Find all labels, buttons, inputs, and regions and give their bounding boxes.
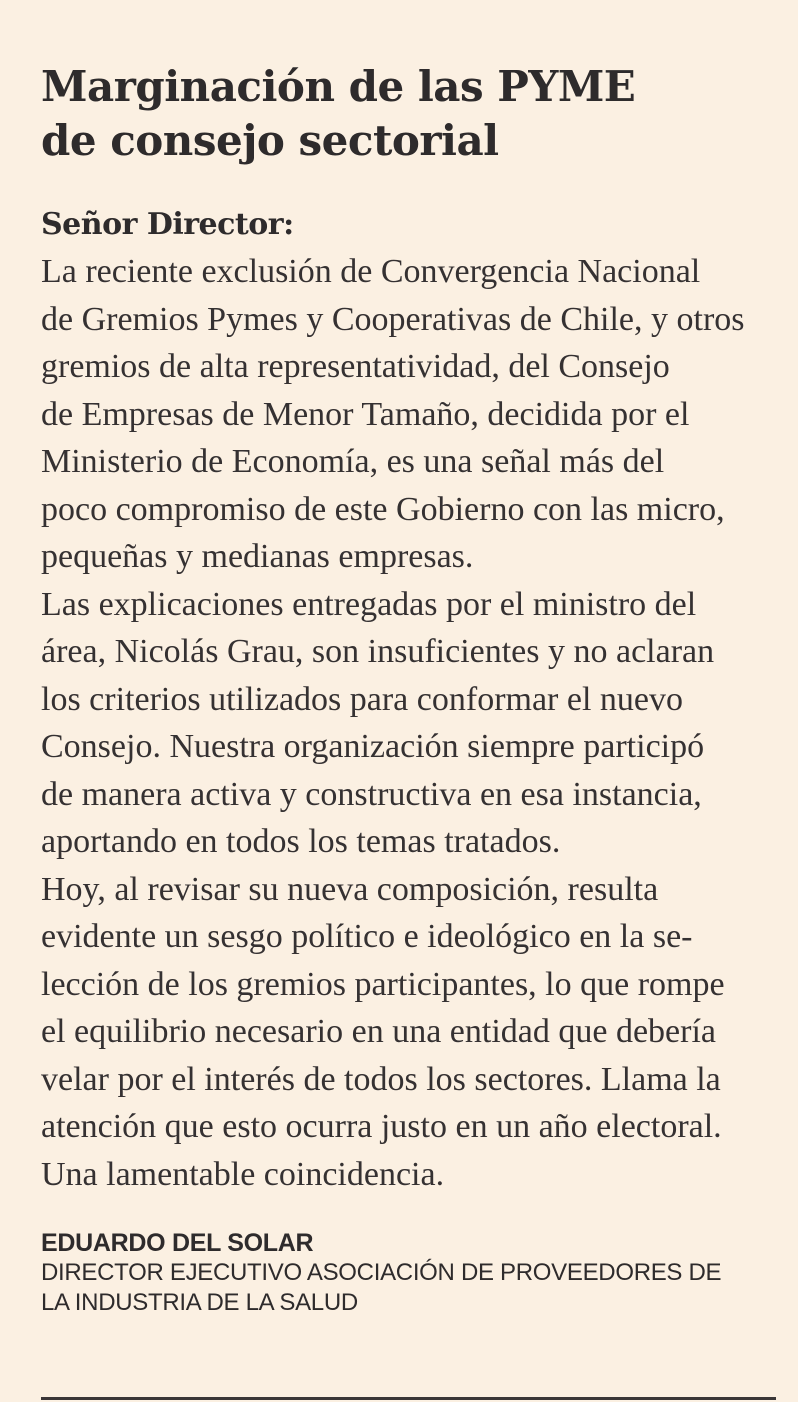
body-line: los criterios utilizados para conformar el nuevo — [41, 680, 683, 718]
body-line: evidente un sesgo político e ideológico en la se- — [41, 918, 693, 955]
body-line: Ministerio de Economía, es una señal más del — [41, 443, 665, 480]
body-line: Una lamentable coincidencia. — [41, 1155, 445, 1193]
letter-salutation: Señor Director: — [41, 207, 294, 242]
body-line: de Empresas de Menor Tamaño, decidida por el — [41, 395, 690, 433]
author-role-line: DIRECTOR EJECUTIVO ASOCIACIÓN DE PROVEEDORES DE — [41, 1259, 722, 1286]
body-line: La reciente exclusión de Convergencia Nacional — [41, 253, 701, 290]
letter-signature — [41, 1228, 798, 1318]
author-role-line: LA INDUSTRIA DE LA SALUD — [41, 1289, 358, 1316]
body-line: atención que esto ocurra justo en un año electoral. — [41, 1108, 722, 1145]
body-line: área, Nicolás Grau, son insuficientes y no aclaran — [41, 633, 715, 670]
letter-body — [41, 248, 781, 1198]
letter-headline — [41, 60, 781, 168]
body-line: el equilibrio necesario en una entidad que debería — [41, 1013, 716, 1050]
body-line: aportando en todos los temas tratados. — [41, 823, 561, 860]
body-line: Hoy, al revisar su nueva composición, resulta — [41, 870, 659, 908]
headline-line: de consejo sectorial — [41, 116, 499, 165]
author-name: EDUARDO DEL SOLAR — [41, 1229, 314, 1257]
body-line: velar por el interés de todos los sectores. Llama la — [41, 1060, 721, 1098]
body-line: de Gremios Pymes y Cooperativas de Chile, y otros — [41, 300, 745, 338]
body-line: Las explicaciones entregadas por el ministro del — [41, 585, 697, 623]
body-line: poco compromiso de este Gobierno con las micro, — [41, 490, 725, 528]
headline-line: Marginación de las PYME — [41, 62, 636, 111]
body-line: lección de los gremios participantes, lo que rompe — [41, 965, 725, 1003]
body-line: de manera activa y constructiva en esa instancia, — [41, 775, 702, 813]
body-line: Consejo. Nuestra organización siempre participó — [41, 728, 705, 765]
body-line: gremios de alta representatividad, del Consejo — [41, 348, 670, 385]
bottom-divider — [41, 1397, 776, 1400]
body-line: pequeñas y medianas empresas. — [41, 538, 474, 575]
